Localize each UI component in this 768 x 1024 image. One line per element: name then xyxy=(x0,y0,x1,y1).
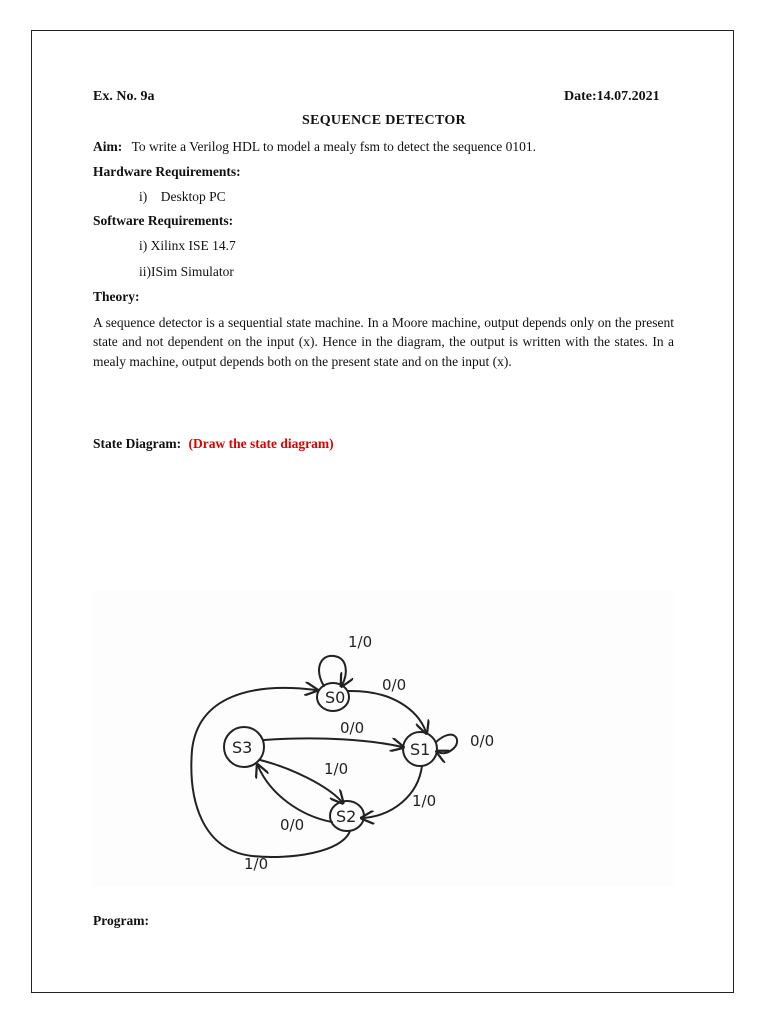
exercise-number: Ex. No. 9a xyxy=(93,89,155,104)
software-item: i) Xilinx ISE 14.7 xyxy=(139,238,236,253)
aim-text: To write a Verilog HDL to model a mealy fsm to detect the sequence 0101. xyxy=(131,139,536,154)
transition-label: 0/0 xyxy=(382,676,407,694)
transition-label: 1/0 xyxy=(244,855,269,873)
aim-line xyxy=(93,139,536,155)
page-title: SEQUENCE DETECTOR xyxy=(302,113,466,128)
state-diagram-label: State Diagram: xyxy=(93,436,182,451)
state-label: S1 xyxy=(410,740,431,759)
hardware-item: i) Desktop PC xyxy=(139,189,226,204)
state-diagram-drawing xyxy=(92,590,674,886)
hardware-heading: Hardware Requirements: xyxy=(93,164,241,179)
transition-label: 0/0 xyxy=(280,816,305,834)
theory-heading: Theory: xyxy=(93,289,140,304)
state-label: S2 xyxy=(336,807,357,826)
transition-s2-s3 xyxy=(258,766,332,822)
state-label: S0 xyxy=(325,688,346,707)
software-item: ii)ISim Simulator xyxy=(139,264,234,279)
exercise-date: Date:14.07.2021 xyxy=(564,89,660,104)
transition-label: 1/0 xyxy=(412,792,437,810)
transition-s1-s1 xyxy=(436,735,457,754)
state-diagram-note: (Draw the state diagram) xyxy=(188,436,334,451)
transition-label: 0/0 xyxy=(340,719,365,737)
transition-s3-s1 xyxy=(264,738,402,747)
transition-label: 0/0 xyxy=(470,732,495,750)
program-label: Program: xyxy=(93,913,149,928)
state-label: S3 xyxy=(232,738,253,757)
transition-label: 1/0 xyxy=(348,633,373,651)
state-diagram-line xyxy=(93,436,334,452)
aim-label: Aim: xyxy=(93,139,123,154)
software-heading: Software Requirements: xyxy=(93,213,234,228)
transition-label: 1/0 xyxy=(324,760,349,778)
transition-s0-s0 xyxy=(319,656,346,686)
theory-paragraph: A sequence detector is a sequential state machine. In a Moore machine, output depends only on the present state and not dependent on the input (x). Hence in the diagram, the output is written with the states. In a mealy machine, output depends both on the present state and on the input (x). xyxy=(93,315,674,369)
state-diagram xyxy=(92,590,674,886)
